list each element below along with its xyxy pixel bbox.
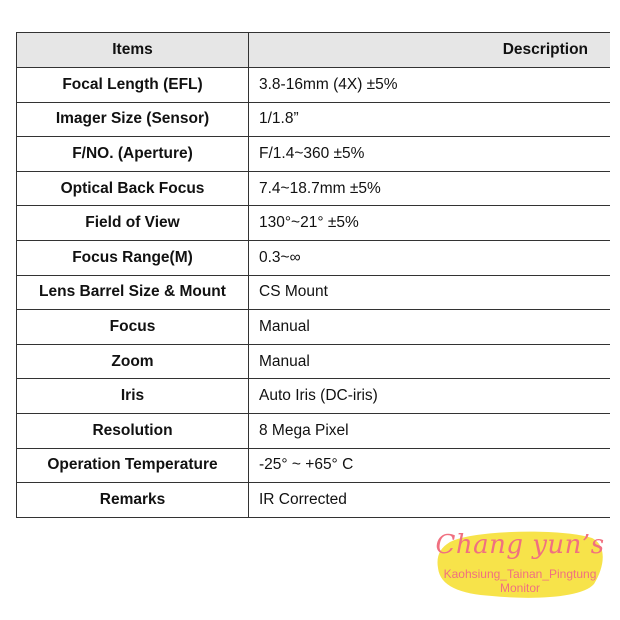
spec-item-value: 130°~21° ±5% <box>249 206 611 241</box>
logo-subtitle-text: Monitor <box>499 581 540 595</box>
table-row <box>17 379 611 414</box>
spec-item-value: 1/1.8” <box>249 102 611 137</box>
spec-table-body <box>17 68 611 518</box>
spec-item-name: Resolution <box>17 413 249 448</box>
spec-item-value: Manual <box>249 310 611 345</box>
spec-item-name: Focal Length (EFL) <box>17 68 249 103</box>
logo-brand-text: Chang yun’s <box>435 530 605 560</box>
spec-item-name: Field of View <box>17 206 249 241</box>
table-row <box>17 413 611 448</box>
spec-item-name: Optical Back Focus <box>17 171 249 206</box>
spec-table <box>16 32 610 518</box>
table-row <box>17 68 611 103</box>
brand-logo <box>432 528 608 600</box>
logo-location-text: Kaohsiung_Tainan_Pingtung <box>443 567 597 581</box>
spec-item-name: Focus <box>17 310 249 345</box>
spec-item-name: Remarks <box>17 483 249 518</box>
table-row <box>17 171 611 206</box>
spec-item-name: Operation Temperature <box>17 448 249 483</box>
spec-item-value: 3.8-16mm (4X) ±5% <box>249 68 611 103</box>
table-row <box>17 240 611 275</box>
spec-item-name: Imager Size (Sensor) <box>17 102 249 137</box>
spec-item-value: 8 Mega Pixel <box>249 413 611 448</box>
spec-item-value: F/1.4~360 ±5% <box>249 137 611 172</box>
spec-item-name: Focus Range(M) <box>17 240 249 275</box>
spec-item-name: F/NO. (Aperture) <box>17 137 249 172</box>
spec-item-value: IR Corrected <box>249 483 611 518</box>
table-row <box>17 448 611 483</box>
spec-item-value: Auto Iris (DC-iris) <box>249 379 611 414</box>
spec-item-value: 7.4~18.7mm ±5% <box>249 171 611 206</box>
spec-item-value: 0.3~∞ <box>249 240 611 275</box>
table-row <box>17 102 611 137</box>
table-row <box>17 137 611 172</box>
table-row <box>17 483 611 518</box>
table-row <box>17 310 611 345</box>
header-items: Items <box>17 33 249 68</box>
table-row <box>17 275 611 310</box>
table-row <box>17 206 611 241</box>
spec-item-name: Zoom <box>17 344 249 379</box>
spec-item-value: Manual <box>249 344 611 379</box>
header-description: Description <box>249 33 611 68</box>
spec-item-name: Lens Barrel Size & Mount <box>17 275 249 310</box>
spec-item-value: -25° ~ +65° C <box>249 448 611 483</box>
spec-item-value: CS Mount <box>249 275 611 310</box>
table-row <box>17 344 611 379</box>
spec-item-name: Iris <box>17 379 249 414</box>
table-header-row <box>17 33 611 68</box>
